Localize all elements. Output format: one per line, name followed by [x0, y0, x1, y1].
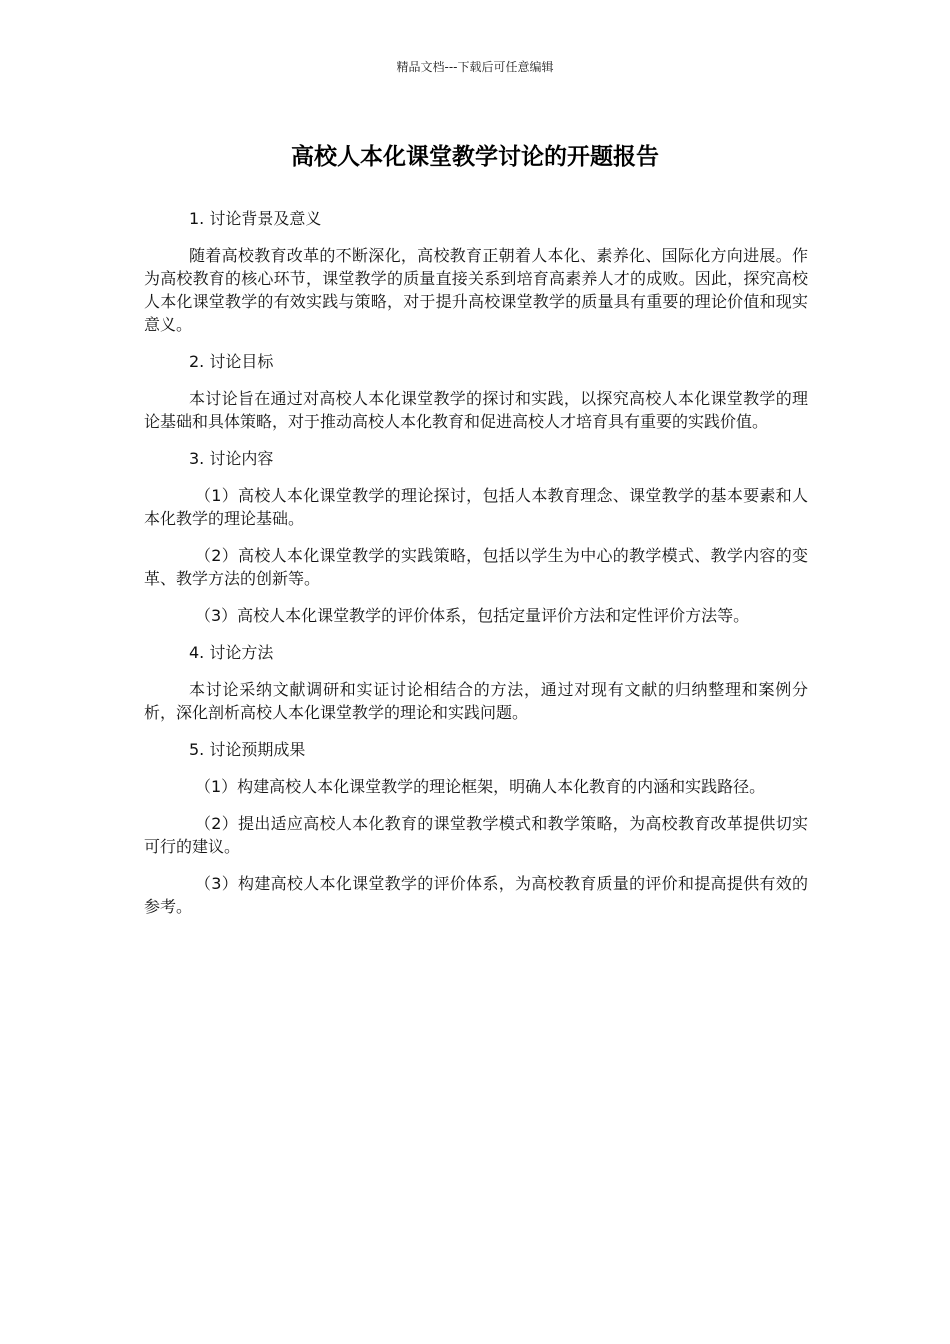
section-background	[144, 207, 808, 336]
list-item: （3）构建高校人本化课堂教学的评价体系，为高校教育质量的评价和提高提供有效的参考。	[144, 874, 808, 916]
section-methods	[144, 641, 808, 724]
section-goals	[144, 350, 808, 433]
list-item: （2）高校人本化课堂教学的实践策略，包括以学生为中心的教学模式、教学内容的变革、教学方法的创新等。	[144, 546, 808, 588]
section-heading: 1. 讨论背景及意义	[189, 209, 322, 228]
section-heading: 3. 讨论内容	[189, 449, 274, 468]
document-body	[144, 207, 808, 932]
document-title: 高校人本化课堂教学讨论的开题报告	[291, 144, 659, 170]
list-item: （3）高校人本化课堂教学的评价体系，包括定量评价方法和定性评价方法等。	[195, 606, 750, 625]
page-header-watermark: 精品文档---下载后可任意编辑	[396, 60, 554, 74]
section-heading: 4. 讨论方法	[189, 643, 274, 662]
paragraph: 本讨论采纳文献调研和实证讨论相结合的方法，通过对现有文献的归纳整理和案例分析，深化剖析高校人本化课堂教学的理论和实践问题。	[144, 680, 808, 722]
section-content	[144, 447, 808, 627]
section-heading: 2. 讨论目标	[189, 352, 274, 371]
section-heading: 5. 讨论预期成果	[189, 740, 306, 759]
list-item: （1）高校人本化课堂教学的理论探讨，包括人本教育理念、课堂教学的基本要素和人本化教学的理论基础。	[144, 486, 808, 528]
paragraph: 本讨论旨在通过对高校人本化课堂教学的探讨和实践，以探究高校人本化课堂教学的理论基础和具体策略，对于推动高校人本化教育和促进高校人才培育具有重要的实践价值。	[144, 389, 808, 431]
list-item: （1）构建高校人本化课堂教学的理论框架，明确人本化教育的内涵和实践路径。	[195, 777, 766, 796]
list-item: （2）提出适应高校人本化教育的课堂教学模式和教学策略，为高校教育改革提供切实可行的建议。	[144, 814, 808, 856]
section-outcomes	[144, 738, 808, 918]
paragraph: 随着高校教育改革的不断深化，高校教育正朝着人本化、素养化、国际化方向进展。作为高校教育的核心环节，课堂教学的质量直接关系到培育高素养人才的成败。因此，探究高校人本化课堂教学的有效实践与策略，对于提升高校课堂教学的质量具有重要的理论价值和现实意义。	[144, 246, 808, 334]
